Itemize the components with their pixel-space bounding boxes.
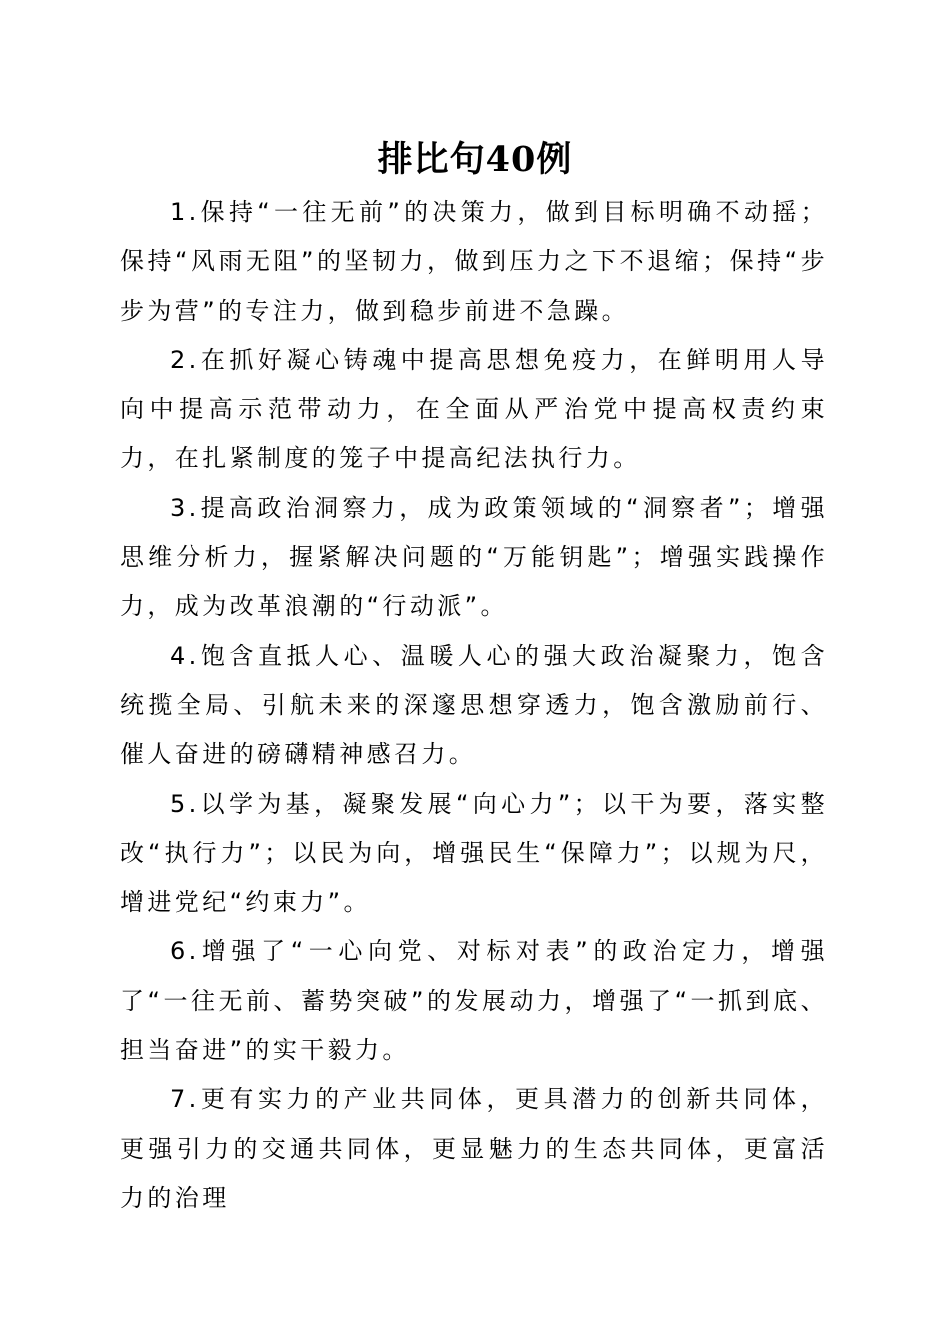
paragraph-1: 1.保持“一往无前”的决策力，做到目标明确不动摇；保持“风雨无阻”的坚韧力，做到压力之下不退缩；保持“步步为营”的专注力，做到稳步前进不急躁。 bbox=[120, 198, 828, 325]
document-body bbox=[120, 188, 828, 1223]
paragraph-6: 6.增强了“一心向党、对标对表”的政治定力，增强了“一往无前、蓄势突破”的发展动力，增强了“一抓到底、担当奋进”的实干毅力。 bbox=[120, 937, 828, 1065]
paragraph-4: 4.饱含直抵人心、温暖人心的强大政治凝聚力，饱含统揽全局、引航未来的深邃思想穿透力，饱含激励前行、催人奋进的磅礴精神感召力。 bbox=[120, 641, 828, 769]
paragraph-3: 3.提高政治洞察力，成为政策领域的“洞察者”；增强思维分析力，握紧解决问题的“万能钥匙”；增强实践操作力，成为改革浪潮的“行动派”。 bbox=[120, 493, 828, 621]
paragraph-7: 7.更有实力的产业共同体，更具潜力的创新共同体，更强引力的交通共同体，更显魅力的生态共同体，更富活力的治理 bbox=[120, 1085, 828, 1212]
paragraph-2: 2.在抓好凝心铸魂中提高思想免疫力，在鲜明用人导向中提高示范带动力，在全面从严治党中提高权责约束力，在扎紧制度的笼子中提高纪法执行力。 bbox=[120, 345, 828, 473]
document-title: 排比句40例 bbox=[377, 139, 573, 180]
paragraph-5: 5.以学为基，凝聚发展“向心力”；以干为要，落实整改“执行力”；以民为向，增强民生“保障力”；以规为尺，增进党纪“约束力”。 bbox=[120, 789, 828, 917]
